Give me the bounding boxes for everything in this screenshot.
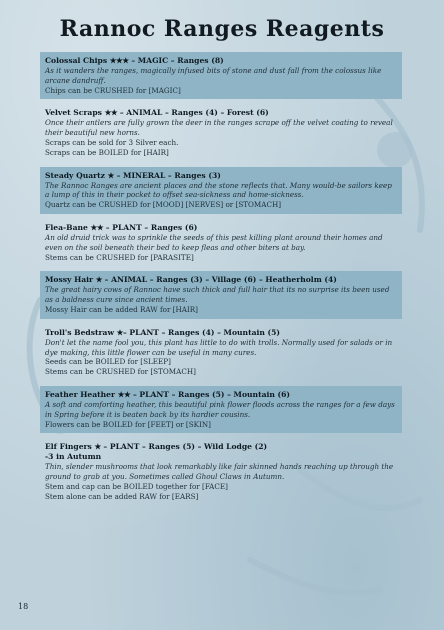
- reagent-use: Stems can be CRUSHED for [STOMACH]: [45, 367, 196, 377]
- reagent-header: [45, 222, 397, 233]
- reagent-uses: [45, 420, 397, 430]
- reagent-name: Feather Heather: [45, 389, 116, 399]
- reagent-header: [45, 389, 397, 400]
- reagent-header: [45, 441, 397, 452]
- reagent-uses: [45, 86, 397, 96]
- reagent-entry: [40, 271, 402, 318]
- reagent-header: [45, 170, 397, 181]
- reagent-entry: [40, 324, 402, 381]
- reagent-uses: [45, 482, 397, 502]
- rarity-stars: ★: [116, 327, 123, 337]
- reagent-entry: [40, 438, 402, 505]
- reagent-uses: [45, 305, 397, 315]
- reagent-meta: – MAGIC – Ranges (8): [128, 56, 224, 65]
- reagent-use: Scraps can be sold for 3 Silver each.: [45, 137, 179, 147]
- reagent-meta: – PLANT – Ranges (6): [103, 222, 198, 232]
- reagent-entry: [40, 219, 402, 266]
- reagent-use: Mossy Hair can be added RAW for [HAIR]: [45, 304, 198, 314]
- reagent-name: Elf Fingers: [45, 442, 92, 452]
- reagent-name: Mossy Hair: [45, 275, 94, 285]
- reagent-description: As it wanders the ranges, magically infused bits of stone and dust fall from the colossus like arcane dandruff.: [45, 66, 382, 85]
- rarity-stars: ★★★: [109, 56, 129, 65]
- reagent-header: [45, 327, 397, 338]
- reagent-header: [45, 274, 397, 285]
- reagent-description: An old druid trick was to sprinkle the seeds of this pest killing plant around their homes and even on the soil beneath their bed to keep fleas and other biters at bay.: [45, 232, 383, 252]
- reagent-meta: – PLANT – Ranges (5) – Mountain (6): [130, 389, 291, 399]
- reagent-meta: – ANIMAL – Ranges (3) – Village (6) – Heatherholm (4): [102, 275, 337, 285]
- page-title: Rannoc Ranges Reagents: [59, 16, 385, 42]
- reagent-use: Scraps can be BOILED for [HAIR]: [45, 147, 169, 157]
- reagent-name: Steady Quartz: [45, 170, 105, 180]
- reagent-use: Chips can be CRUSHED for [MAGIC]: [45, 85, 181, 95]
- reagent-meta: – ANIMAL – Ranges (4) – Forest (6): [117, 108, 269, 118]
- reagent-description: A soft and comforting heather, this beautiful pink flower floods across the ranges for a few days in Spring before it is beaten back by its hardier cousins.: [45, 399, 395, 419]
- reagent-use: Seeds can be BOILED for [SLEEP]: [45, 357, 171, 367]
- seasonal-modifier: -3 in Autumn: [45, 452, 102, 462]
- reagent-name: Troll's Bedstraw: [45, 327, 114, 337]
- reagent-use: Stem and cap can be BOILED together for [FACE]: [45, 481, 228, 491]
- reagent-uses: [45, 138, 397, 158]
- page-number: 18: [18, 602, 29, 611]
- rarity-stars: ★★: [90, 222, 104, 232]
- rarity-stars: ★★: [117, 389, 131, 399]
- reagent-uses: [45, 357, 397, 377]
- reagent-entry: [40, 52, 402, 99]
- reagent-description: The Rannoc Ranges are ancient places and the stone reflects that. Many would-be sailors keep a lump of this in their pocket to offset sea-sickness and home-sickness.: [45, 180, 392, 200]
- reagent-meta: – PLANT – Ranges (5) – Wild Lodge (2): [100, 442, 268, 452]
- reagent-header: [45, 55, 397, 66]
- reagent-name: Colossal Chips: [45, 56, 108, 65]
- reagent-uses: [45, 253, 397, 263]
- reagent-header: [45, 107, 397, 118]
- reagent-name: Flea-Bane: [45, 222, 88, 232]
- reagent-name: Velvet Scraps: [45, 108, 102, 118]
- reagent-meta: – PLANT – Ranges (4) – Mountain (5): [122, 327, 281, 337]
- reagent-description: Don't let the name fool you, this plant has little to do with trolls. Normally used for salads or in dye making, this little flower can be useful in many cures.: [45, 337, 393, 357]
- reagent-meta: – MINERAL – Ranges (3): [113, 170, 221, 180]
- reagent-list: [40, 52, 402, 511]
- rarity-stars: ★: [95, 275, 103, 285]
- rarity-stars: ★: [94, 442, 101, 452]
- reagent-description: Thin, slender mushrooms that look remarkably like fair skinned hands reaching up through the ground to grab at you. Sometimes called Ghoul Claws in Autumn.: [45, 462, 394, 482]
- reagent-uses: [45, 200, 397, 210]
- reagent-entry: [40, 104, 402, 161]
- reagent-entry: [40, 167, 402, 214]
- reagent-use: Stems can be CRUSHED for [PARASITE]: [45, 252, 194, 262]
- reagent-description: The great hairy cows of Rannoc have such thick and full hair that its no surprise its been used as a baldness cure since ancient times.: [45, 285, 390, 305]
- reagent-use: Flowers can be BOILED for [FEET] or [SKIN]: [45, 419, 211, 429]
- rarity-stars: ★: [107, 170, 114, 180]
- reagent-use: Quartz can be CRUSHED for [MOOD] [NERVES] or [STOMACH]: [45, 200, 282, 210]
- rarity-stars: ★★: [104, 108, 118, 118]
- reagent-description: Once their antlers are fully grown the deer in the ranges scrape off the velvet coating to reveal their beautiful new horns.: [45, 118, 393, 138]
- reagent-use: Stem alone can be added RAW for [EARS]: [45, 491, 199, 501]
- reagent-entry: [40, 386, 402, 433]
